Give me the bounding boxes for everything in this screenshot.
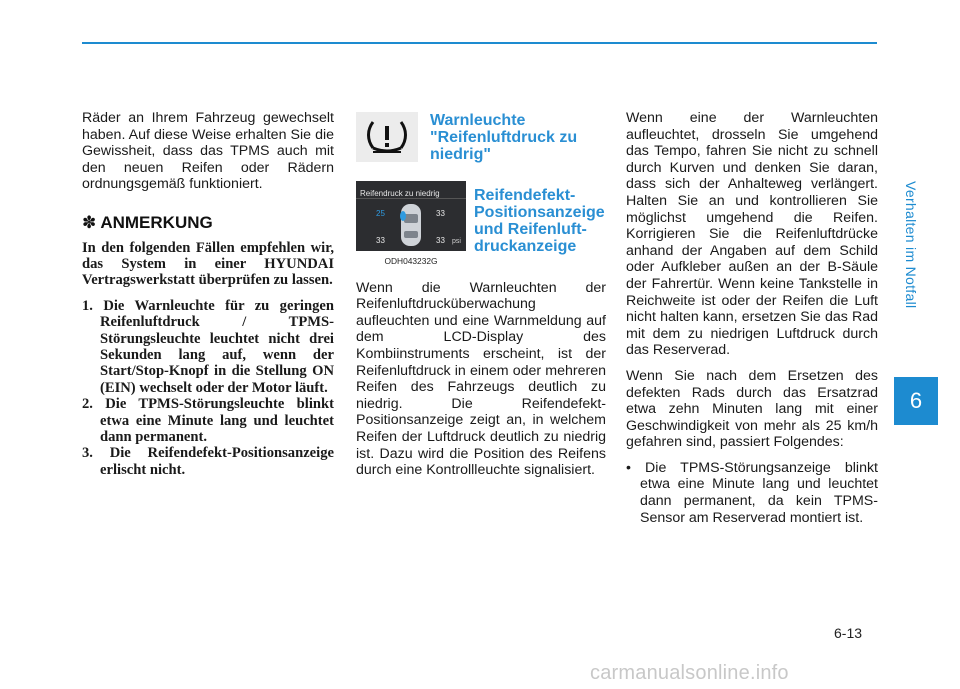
warning-lamp-heading: Warnleuchte "Reifenluftdruck zu niedrig" xyxy=(430,112,578,163)
column-right xyxy=(626,110,878,535)
lcd-figure xyxy=(356,181,466,270)
note-item-3: 3. Die Reifendefekt-Positionsanzeige erlischt nicht. xyxy=(82,445,334,478)
warning-lamp-section xyxy=(356,110,606,163)
pressure-unit: psi xyxy=(452,238,461,245)
tire-pressure-front-right: 33 xyxy=(436,209,445,218)
column-middle xyxy=(356,110,606,488)
note-item-2: 2. Die TPMS-Störungsleuchte blinkt etwa eine Minute lang und leuchtet dann permanent. xyxy=(82,396,334,446)
tire-pressure-rear-left: 33 xyxy=(376,236,385,245)
tpms-warning-icon xyxy=(356,112,418,162)
tire-pressure-rear-right: 33 xyxy=(436,236,445,245)
column-left xyxy=(82,110,334,478)
right-paragraph-1: Wenn eine der Warnleuchten aufleuchtet, drosseln Sie umgehend das Tempo, fahren Sie nicht zu schnell durch Kurven und denken Sie daran, dass sich der Anhalteweg verlängert. Halten Sie an und kontrollieren Sie möglichst umgehend die Reifen. Korrigieren Sie die Reifenluftdrücke anhand der Angaben auf dem Schild oder Aufkleber außen an der B-Säule der Fahrertür. Wenn keine Tankstelle in Reichweite ist oder der Reifen die Luft nicht halten kann, ersetzen Sie das Rad mit dem zu niedrigen Luftdruck durch das Reserverad. xyxy=(626,110,878,359)
lcd-title: Reifendruck zu niedrig xyxy=(360,189,440,198)
watermark: carmanualsonline.info xyxy=(590,662,789,684)
middle-body-paragraph: Wenn die Warnleuchten der Reifenluftdrucküberwachung aufleuchten und eine Warnmeldung auf dem LCD-Display des Kombiinstruments erscheint, ist der Reifenluftdruck in einem oder mehreren Reifen des Fahrzeugs deutlich zu niedrig. Die Reifendefekt-Positionsanzeige zeigt an, in welchem Reifen der Luftdruck deutlich zu niedrig ist. Dazu wird die Position des Reifens durch eine Kontrollleuchte signalisiert. xyxy=(356,279,606,479)
note-item-1: 1. Die Warnleuchte für zu geringen Reifenluftdruck / TPMS-Störungsleuchte leuchtet nicht drei Sekunden lang auf, wenn der Start/Stop-Knopf in die Stellung ON (EIN) wechselt oder der Motor läuft. xyxy=(82,297,334,396)
image-id: ODH043232G xyxy=(384,256,438,266)
note-intro: In den folgenden Fällen empfehlen wir, das System in einer HYUNDAI Vertragswerkstatt überprüfen zu lassen. xyxy=(82,239,334,289)
right-paragraph-2: Wenn Sie nach dem Ersetzen des defekten Rads durch das Ersatzrad etwa zehn Minuten lang mit einer Geschwindigkeit von mehr als 25 km/h gefahren sind, passiert Folgendes: xyxy=(626,367,878,451)
position-indicator-section xyxy=(356,181,606,270)
chapter-number-tab: 6 xyxy=(894,377,938,425)
lcd-divider xyxy=(356,198,466,199)
header-rule xyxy=(82,42,877,44)
car-top-view-icon xyxy=(398,202,424,248)
note-list xyxy=(82,298,334,478)
chapter-side-title: Verhalten im Notfall xyxy=(903,181,919,309)
intro-paragraph: Räder an Ihrem Fahrzeug gewechselt haben. Auf diese Weise erhalten Sie die Gewissheit, dass das TPMS auch mit den neuen Reifen oder Rädern ordnungsgemäß funktioniert. xyxy=(82,110,334,193)
page-number: 6-13 xyxy=(834,625,863,641)
lcd-display xyxy=(356,181,466,251)
position-indicator-heading: Reifendefekt-Positionsanzeige und Reifenluft-druckanzeige xyxy=(474,187,605,255)
right-bullet-item: • Die TPMS-Störungsanzeige blinkt etwa eine Minute lang und leuchtet dann permanent, da kein TPMS-Sensor am Reserverad montiert ist. xyxy=(626,459,878,526)
tire-pressure-front-left: 25 xyxy=(376,209,385,218)
note-heading: ✽ ANMERKUNG xyxy=(82,212,213,232)
